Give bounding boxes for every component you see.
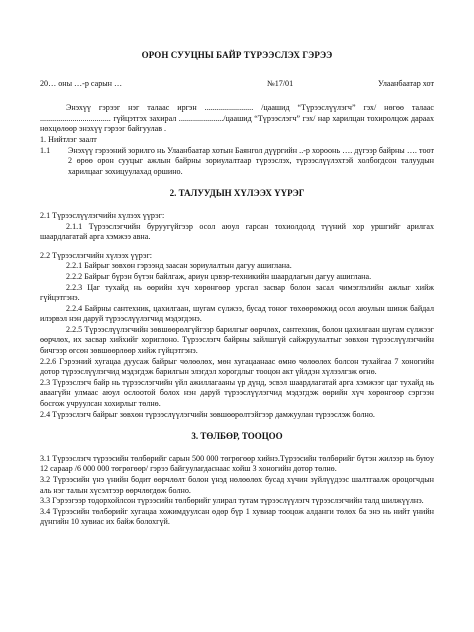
document-number: №17/01 — [266, 78, 294, 88]
clause-2-2-2: 2.2.2 Байрыг бүрэн бүтэн байлгаж, ариун цэвэр-техникийн шаардлагын дагуу ашиглана. — [66, 271, 372, 281]
section-2-title: 2. ТАЛУУДЫН ХҮЛЭЭХ ҮҮРЭГ — [169, 188, 305, 199]
document-title: ОРОН СУУЦНЫ БАЙР ТҮРЭЭСЛЭХ ГЭРЭЭ — [141, 50, 333, 60]
clause-number: 1.1 — [40, 145, 51, 155]
clause-2-2-4: 2.2.4 Байрны сантехник, цахилгаан, шугам сүлжээ, бусад тоног төхөөрөмжид осол аюулын шинж байдал илэрвэл нэн даруй түрээслүүлэгчид мэдэгдэнэ. — [40, 303, 434, 324]
clause-2-2: 2.2 Түрээслэгчийн хүлээх үүрэг: — [40, 250, 153, 260]
clause-3-4: 3.4 Түрээсийн төлбөрийг хугацаа хожимдуулсан өдөр бүр 1 хувиар тооцож алданги төлөх ба энэ нь нийт үнийн дүнгийн 10 хувиас их байж болохгүй. — [40, 506, 434, 527]
date-line: 20… оны …-р сарын … — [40, 78, 123, 88]
clause-2-2-5: 2.2.5 Түрээслүүлэгчийн зөвшөөрөлгүйгээр барилгыг өөрчлөх, сантехник, болон цахилгаан шугам сүлжээг өөрчлөх, их засвар хийхийг хориглоно. Түрээслэгч байрны зайлшгүй сайжруулалтыг зөвхөн түрээслүүлэгчийн бичгээр өгсөн зөвшөөрлөөр хийж гүйцэтгэнэ. — [40, 324, 434, 356]
clause-2-4: 2.4 Түрээслэгч байрыг зөвхөн түрээслүүлэгчийн зөвшөөрөлтэйгээр дамжуулан түрээслэж болно. — [40, 409, 375, 419]
clause-3-3: 3.3 Гэрээгээр тодорхойлсон түрээсийн төлбөрийг улирал тутам түрээслүүлэгч түрээслэгчийн талд шилжүүлнэ. — [40, 496, 424, 506]
clause-2-3: 2.3 Түрээслэгч байр нь түрээслэгчийн үйл ажиллагааны үр дүнд, эсвэл шаардлагатай арга хэмжээг цаг тухайд нь аваагүйн улмаас аюул ослоотой болох нэн даруй түрээслүүлэгчид мэдэгдэж өөрийн хүч хөрөнгөөр сэргээн босгож учруулсан хохирлыг төлнө. — [40, 377, 434, 409]
clause-1-1 — [40, 146, 434, 178]
section-3-title: 3. ТӨЛБӨР, ТООЦОО — [191, 431, 283, 442]
intro-paragraph: Энэхүү гэрээг нэг талаас иргэн ........................ /цаашид “Түрээслүүлэгч” гэх/ нөгөө талаас ................................... гүйцэтгэх захирал ....................../цаашид “Түрээслэгч” гэх/ нар харилцан тохиролцож дараах нөхцөлөөр энэхүү гэрээг байгуулав . — [40, 103, 434, 134]
clause-3-2: 3.2 Түрээсийн үнэ үнийн бодит өөрчлөлт болон үнэд нөлөөлөх бусад хүчин зүйлүүдээс шалтгаалж ороцогчдын аль нэг талын хүсэлтээр өөрчлөгдөж болно. — [40, 475, 434, 495]
clause-2-2-3: 2.2.3 Цаг тухайд нь өөрийн хүч хөрөнгөөр урсгал засвар болон засал чимэглэлийн ажлыг хийж гүйцэтгэнэ. — [40, 282, 434, 303]
clause-2-1-1: 2.1.1 Түрээслэгчийн буруугүйгээр осол аюул гарсан тохиолдолд түүний хор уршгийг арилгах шаардлагатай арга хэмжээ авна. — [40, 221, 434, 242]
document-meta — [40, 79, 434, 90]
clause-2-2-6: 2.2.6 Гэрээний хугацаа дуусаж байрыг чөлөөлөх, мөн хугацаанаас өмнө чөлөөлөх болсон тухайгаа 7 хоногийн дотор түрээслүүлэгчид мэдэгдэж барилгын элэгдэл хорогдлыг тооцон акт үйлдэн хүлээлгэж өгнө. — [40, 356, 434, 377]
clause-2-2-1: 2.2.1 Байрыг зөвхөн гэрээнд заасан зориулалтын дагуу ашиглана. — [66, 261, 292, 271]
section-1-heading: 1. Нийтлэг заалт — [40, 134, 97, 144]
clause-3-1: 3.1 Түрээслэгч түрээсийн төлбөрийг сарын 500 000 төгрөгөөр хийнэ.Түрээсийн төлбөрийг бүтэн жилээр нь буюу 12 сараар /6 000 000 төгрөгөөр/ гэрээ байгуулагдаснаас хойш 3 хоногийн дотор төлнө. — [40, 453, 434, 474]
city: Улаанбаатар хот — [378, 78, 434, 88]
clause-text: Энэхүү гэрээний зорилго нь Улаанбаатар хотын Баянгол дүүргийн ..-р хороонь …. дүгээр байрны …. тоот 2 өрөө орон сууцыг ажлын байрны зориулалтаар түрээслэх, түрээслүүлэхтэй холбогдсон талуудын харилцааг зохицуулахад оршино. — [68, 145, 434, 176]
clause-2-1: 2.1 Түрээслүүлэгчийн хүлээх үүрэг: — [40, 210, 165, 220]
